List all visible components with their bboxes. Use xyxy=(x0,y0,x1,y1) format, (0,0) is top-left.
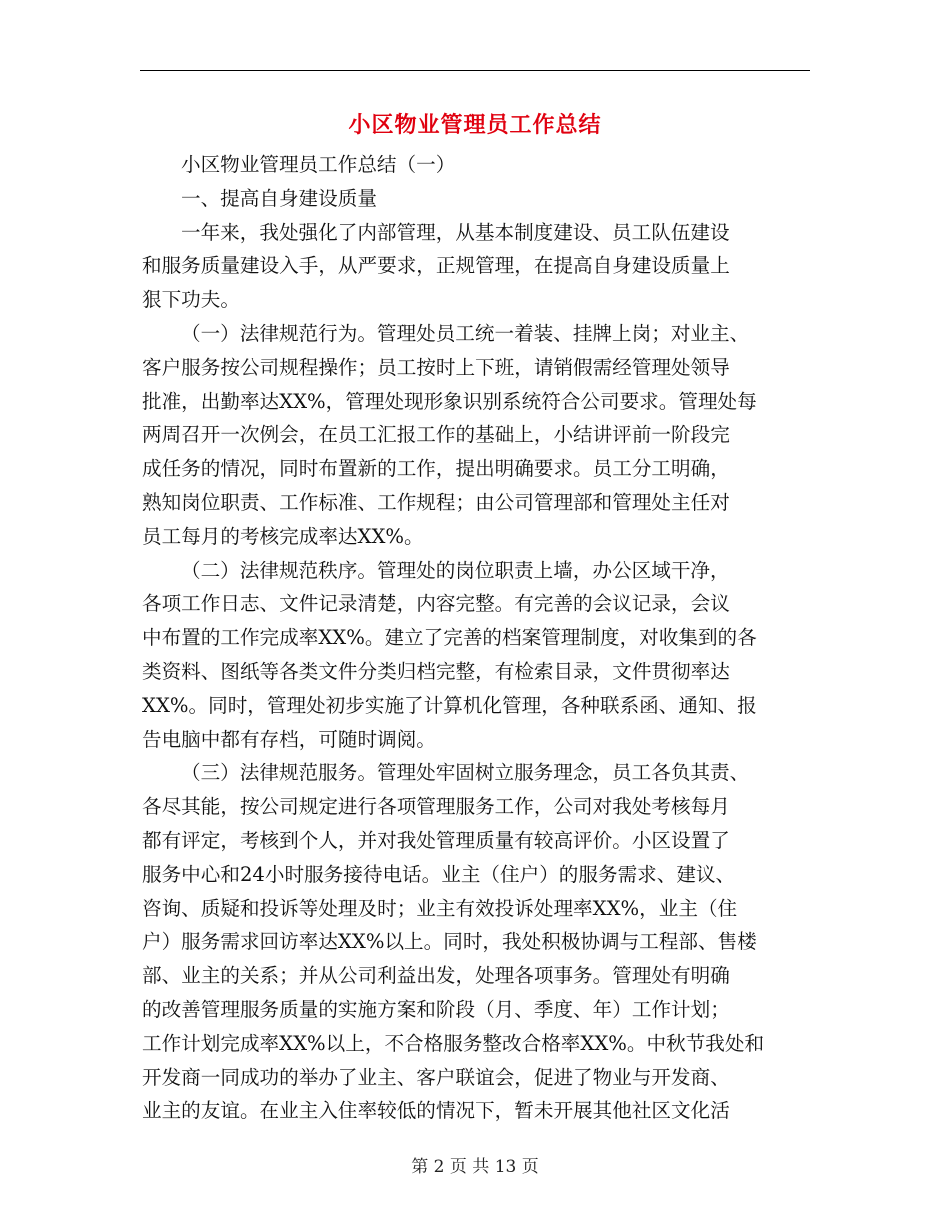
text-line: 熟知岗位职责、工作标准、工作规程；由公司管理部和管理处主任对 xyxy=(142,490,730,514)
text-line: 一年来，我处强化了内部管理，从基本制度建设、员工队伍建设 xyxy=(181,220,730,244)
header-rule xyxy=(140,70,810,71)
text-line: 一、提高自身建设质量 xyxy=(181,186,377,210)
document-body xyxy=(142,148,812,1128)
text-line: 批准，出勤率达XX%，管理处现形象识别系统符合公司要求。管理处每 xyxy=(142,389,757,413)
text-line: （一）法律规范行为。管理处员工统一着装、挂牌上岗；对业主、 xyxy=(181,321,750,345)
text-line: 和服务质量建设入手，从严要求，正规管理，在提高自身建设质量上 xyxy=(142,254,730,278)
text-line: 两周召开一次例会，在员工汇报工作的基础上，小结讲评前一阶段完 xyxy=(142,423,730,447)
text-line: 各尽其能，按公司规定进行各项管理服务工作，公司对我处考核每月 xyxy=(142,795,730,819)
text-line: 小区物业管理员工作总结（一） xyxy=(181,153,456,176)
text-line: 部、业主的关系；并从公司利益出发，处理各项事务。管理处有明确 xyxy=(142,964,730,988)
text-line: 告电脑中都有存档，可随时调阅。 xyxy=(142,727,436,751)
text-line: 各项工作日志、文件记录清楚，内容完整。有完善的会议记录，会议 xyxy=(142,592,730,616)
text-line: （二）法律规范秩序。管理处的岗位职责上墙，办公区域干净， xyxy=(181,558,730,582)
text-line: 客户服务按公司规程操作；员工按时上下班，请销假需经管理处领导 xyxy=(142,355,730,379)
page-number: 第 2 页 共 13 页 xyxy=(411,1157,539,1177)
text-line: 类资料、图纸等各类文件分类归档完整，有检索目录，文件贯彻率达 xyxy=(142,659,730,683)
text-line: 业主的友谊。在业主入住率较低的情况下，暂未开展其他社区文化活 xyxy=(142,1099,730,1123)
text-line: 都有评定，考核到个人，并对我处管理质量有较高评价。小区设置了 xyxy=(142,828,730,852)
text-line: 中布置的工作完成率XX%。建立了完善的档案管理制度，对收集到的各 xyxy=(142,626,757,650)
text-line: 开发商一同成功的举办了业主、客户联谊会，促进了物业与开发商、 xyxy=(142,1065,730,1089)
text-line: （三）法律规范服务。管理处牢固树立服务理念，员工各负其责、 xyxy=(181,761,750,785)
text-line: 户）服务需求回访率达XX%以上。同时，我处积极协调与工程部、售楼 xyxy=(142,930,757,954)
text-line: 成任务的情况，同时布置新的工作，提出明确要求。员工分工明确， xyxy=(142,457,730,481)
text-line: 服务中心和24小时服务接待电话。业主（住户）的服务需求、建议、 xyxy=(142,862,736,886)
text-line: 员工每月的考核完成率达XX%。 xyxy=(142,524,424,548)
document-title: 小区物业管理员工作总结 xyxy=(348,113,602,138)
text-line: 工作计划完成率XX%以上，不合格服务整改合格率XX%。中秋节我处和 xyxy=(142,1031,765,1055)
text-line: 狠下功夫。 xyxy=(142,288,240,312)
text-line: 咨询、质疑和投诉等处理及时；业主有效投诉处理率XX%，业主（住 xyxy=(142,896,738,920)
text-line: XX%。同时，管理处初步实施了计算机化管理，各种联系函、通知、报 xyxy=(142,693,757,717)
text-line: 的改善管理服务质量的实施方案和阶段（月、季度、年）工作计划； xyxy=(142,997,730,1021)
